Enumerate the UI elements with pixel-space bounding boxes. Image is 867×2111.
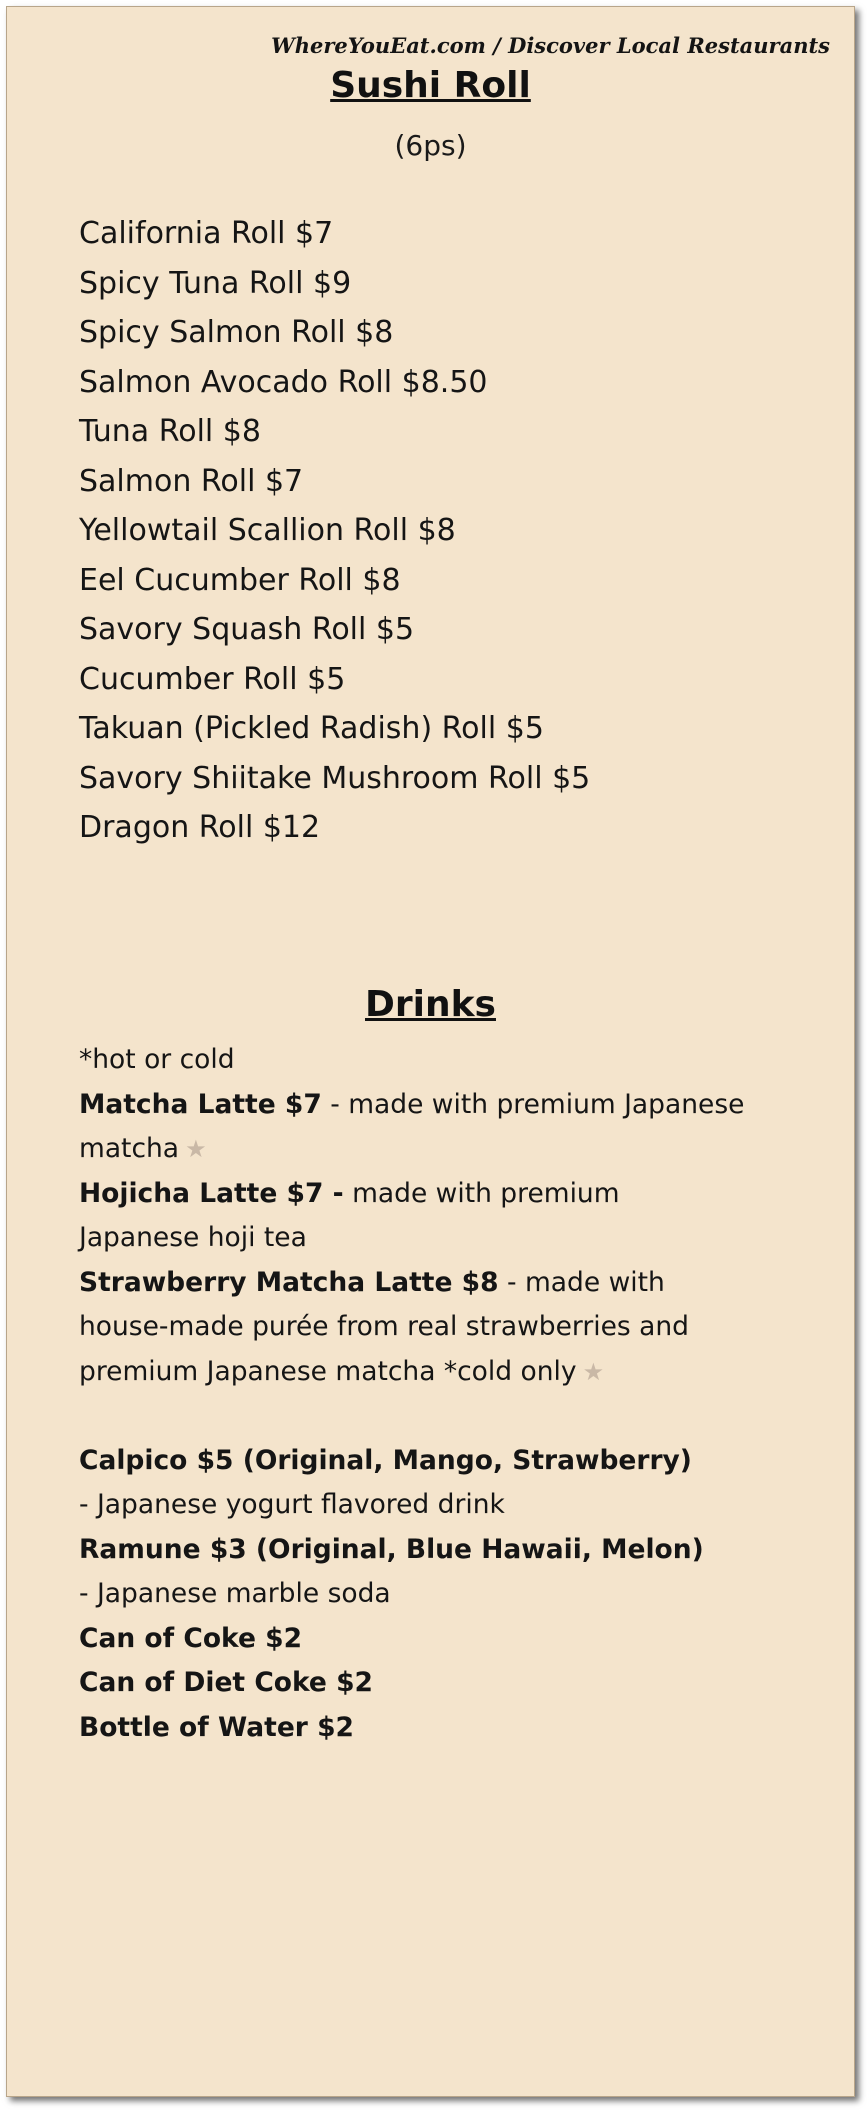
drink-description-line: Japanese hoji tea — [79, 1222, 307, 1253]
menu-item: Savory Shiitake Mushroom Roll $5 — [79, 760, 591, 796]
drink-description-line: - Japanese marble soda — [79, 1578, 391, 1609]
drink-calpico — [79, 1439, 849, 1484]
menu-item: Dragon Roll $12 — [79, 810, 321, 845]
drinks-list — [79, 1038, 849, 1750]
sushi-section-title: Sushi Roll — [330, 65, 531, 106]
menu-item: Cucumber Roll $5 — [79, 661, 346, 697]
drink-description-line: house-made purée from real strawberries and — [79, 1311, 689, 1342]
drink-description: - made with premium Japanese — [321, 1088, 745, 1120]
drink-name: Can of Coke $2 — [79, 1622, 303, 1654]
site-watermark: WhereYouEat.com / Discover Local Restaurants — [271, 33, 830, 58]
drink-name: Can of Diet Coke $2 — [79, 1667, 373, 1698]
drink-description-line: - Japanese yogurt flavored drink — [79, 1489, 505, 1520]
drink-bottle-of-water — [79, 1706, 849, 1751]
sushi-roll-list — [79, 209, 590, 853]
drink-name: Calpico $5 (Original, Mango, Strawberry) — [79, 1444, 692, 1476]
drink-description: matcha — [79, 1133, 180, 1164]
drink-name: Bottle of Water $2 — [79, 1711, 354, 1743]
menu-item: Spicy Salmon Roll $8 — [79, 315, 394, 350]
drinks-section-title: Drinks — [365, 984, 496, 1025]
menu-item: Salmon Avocado Roll $8.50 — [79, 364, 488, 400]
drinks-note: *hot or cold — [79, 1044, 235, 1075]
menu-item: Savory Squash Roll $5 — [79, 612, 415, 647]
menu-item: California Roll $7 — [79, 216, 334, 251]
drink-description-line — [79, 1127, 849, 1172]
sushi-section-subtitle: (6ps) — [394, 129, 467, 162]
drink-name: Strawberry Matcha Latte $8 — [79, 1266, 499, 1298]
drink-name: Matcha Latte $7 — [79, 1088, 322, 1120]
menu-page — [6, 6, 855, 2097]
drink-ramune — [79, 1528, 849, 1573]
drink-description: made with premium — [343, 1177, 620, 1209]
menu-item: Salmon Roll $7 — [79, 463, 304, 499]
drink-can-of-diet-coke — [79, 1661, 849, 1706]
drink-description-line — [79, 1350, 849, 1395]
drink-description: premium Japanese matcha *cold only — [79, 1355, 577, 1387]
drink-name: Hojicha Latte $7 - — [79, 1177, 344, 1209]
menu-item: Takuan (Pickled Radish) Roll $5 — [79, 711, 544, 746]
star-icon: ★ — [582, 1357, 605, 1386]
drink-description: - made with — [498, 1266, 665, 1298]
menu-item: Tuna Roll $8 — [79, 414, 261, 449]
menu-item: Spicy Tuna Roll $9 — [79, 265, 352, 301]
drink-matcha-latte — [79, 1083, 849, 1128]
menu-item: Eel Cucumber Roll $8 — [79, 562, 401, 598]
drink-can-of-coke — [79, 1617, 849, 1662]
spacer — [79, 1394, 849, 1439]
drink-strawberry-matcha-latte — [79, 1261, 849, 1306]
drink-name: Ramune $3 (Original, Blue Hawaii, Melon) — [79, 1533, 704, 1565]
star-icon: ★ — [185, 1135, 207, 1163]
drink-hojicha-latte — [79, 1172, 849, 1217]
menu-item: Yellowtail Scallion Roll $8 — [79, 513, 456, 548]
